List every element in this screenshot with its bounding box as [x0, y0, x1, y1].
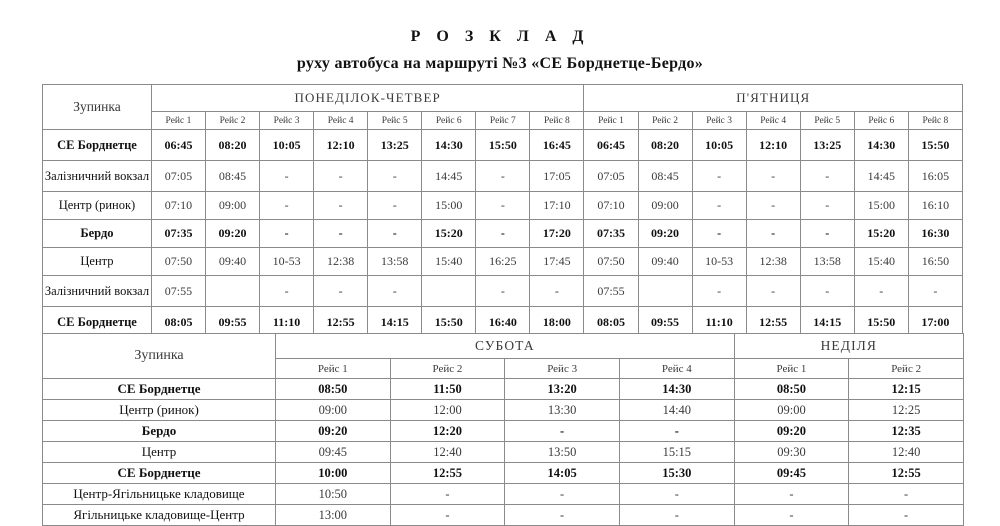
weekend-time-cell: 12:55 [390, 463, 505, 484]
weekday-time-cell: 06:45 [584, 130, 638, 161]
weekend-stop-name: СЕ Борднетце [43, 463, 276, 484]
weekday-time-cell: - [692, 276, 746, 307]
table-row [43, 161, 963, 192]
weekend-time-cell: 12:15 [849, 379, 964, 400]
weekday-time-cell: - [800, 161, 854, 192]
weekday-time-cell: - [746, 276, 800, 307]
weekend-time-cell: 12:25 [849, 400, 964, 421]
weekday-time-cell: 15:00 [422, 192, 476, 220]
weekday-time-cell: 07:05 [151, 161, 205, 192]
weekday-time-cell: 12:55 [314, 307, 368, 338]
weekday-time-cell: - [476, 276, 530, 307]
weekday-time-cell: 07:50 [584, 248, 638, 276]
weekday-stop-name: Бердо [43, 220, 152, 248]
weekend-trip-header-2: Рейс 3 [505, 359, 620, 379]
weekday-time-cell: 14:30 [854, 130, 908, 161]
weekday-time-cell: 17:00 [908, 307, 962, 338]
weekday-time-cell: 07:35 [584, 220, 638, 248]
table-row [43, 192, 963, 220]
table-row [43, 484, 964, 505]
weekday-time-cell: 07:10 [584, 192, 638, 220]
weekday-time-cell: 16:40 [476, 307, 530, 338]
weekday-time-cell: - [800, 276, 854, 307]
weekday-stop-name: Центр [43, 248, 152, 276]
weekday-time-cell: 16:05 [908, 161, 962, 192]
weekday-trip-header-10: Рейс 3 [692, 112, 746, 130]
title-subtitle: руху автобуса на маршруті №3 «СЕ Борднетце-Бердо» [296, 55, 704, 72]
weekday-time-cell: - [368, 192, 422, 220]
weekday-time-cell: 09:40 [638, 248, 692, 276]
weekday-time-cell: 08:20 [638, 130, 692, 161]
weekday-time-cell: 08:05 [584, 307, 638, 338]
weekday-trip-header-11: Рейс 4 [746, 112, 800, 130]
weekend-stop-header: Зупинка [43, 334, 276, 379]
weekday-time-cell: - [746, 220, 800, 248]
weekend-time-cell: - [505, 484, 620, 505]
weekend-time-cell: 13:30 [505, 400, 620, 421]
weekday-time-cell [205, 276, 259, 307]
weekend-stop-name: Центр (ринок) [43, 400, 276, 421]
weekend-time-cell: - [849, 484, 964, 505]
weekday-time-cell: 13:25 [368, 130, 422, 161]
weekday-trip-header-8: Рейс 1 [584, 112, 638, 130]
weekend-time-cell: 09:20 [276, 421, 391, 442]
weekend-schedule-table-wrapper [42, 333, 963, 526]
weekday-trip-header-1: Рейс 2 [205, 112, 259, 130]
weekday-time-cell: - [800, 192, 854, 220]
weekend-daygroup-1: НЕДІЛЯ [734, 334, 963, 359]
weekday-time-cell: 12:10 [314, 130, 368, 161]
weekend-time-cell: 12:20 [390, 421, 505, 442]
weekday-time-cell: 14:15 [800, 307, 854, 338]
weekday-time-cell: 16:50 [908, 248, 962, 276]
weekend-time-cell: 09:45 [276, 442, 391, 463]
weekday-time-cell: 12:38 [746, 248, 800, 276]
weekday-time-cell: 08:45 [205, 161, 259, 192]
weekday-trip-header-14: Рейс 8 [908, 112, 962, 130]
weekday-time-cell: 15:50 [476, 130, 530, 161]
weekday-trip-header-9: Рейс 2 [638, 112, 692, 130]
weekend-time-cell: 14:05 [505, 463, 620, 484]
weekday-time-cell: - [260, 192, 314, 220]
weekend-time-cell: - [619, 484, 734, 505]
weekday-time-cell: 12:10 [746, 130, 800, 161]
weekday-time-cell: 10-53 [692, 248, 746, 276]
weekday-time-cell: - [800, 220, 854, 248]
weekday-daygroup-row [43, 85, 963, 112]
weekend-trip-header-4: Рейс 1 [734, 359, 849, 379]
weekday-daygroup-0: ПОНЕДІЛОК-ЧЕТВЕР [151, 85, 584, 112]
weekday-time-cell: 15:50 [854, 307, 908, 338]
weekday-time-cell: - [746, 192, 800, 220]
weekday-time-cell: - [260, 161, 314, 192]
weekday-time-cell: - [368, 276, 422, 307]
weekday-schedule-table [42, 84, 963, 338]
weekday-trip-header-6: Рейс 7 [476, 112, 530, 130]
weekday-stop-name: Центр (ринок) [43, 192, 152, 220]
weekday-time-cell: 07:05 [584, 161, 638, 192]
weekday-time-cell: 12:55 [746, 307, 800, 338]
weekday-time-cell: 09:00 [205, 192, 259, 220]
weekday-time-cell: 13:58 [368, 248, 422, 276]
weekend-time-cell: 14:40 [619, 400, 734, 421]
weekday-stop-name: СЕ Борднетце [43, 307, 152, 338]
weekday-time-cell: - [260, 276, 314, 307]
weekday-time-cell: - [314, 276, 368, 307]
weekend-time-cell: - [619, 505, 734, 526]
weekend-stop-name: Бердо [43, 421, 276, 442]
weekday-trip-header-2: Рейс 3 [260, 112, 314, 130]
weekday-time-cell: 13:58 [800, 248, 854, 276]
weekday-time-cell: - [692, 192, 746, 220]
weekday-trip-header-13: Рейс 6 [854, 112, 908, 130]
weekday-time-cell: - [692, 220, 746, 248]
weekday-time-cell: - [746, 161, 800, 192]
weekend-time-cell: 12:55 [849, 463, 964, 484]
weekday-time-cell: 17:20 [530, 220, 584, 248]
weekend-trip-header-0: Рейс 1 [276, 359, 391, 379]
weekend-time-cell: - [619, 421, 734, 442]
table-row [43, 463, 964, 484]
weekday-time-cell: 09:40 [205, 248, 259, 276]
weekday-time-cell: 07:55 [584, 276, 638, 307]
weekday-time-cell: 12:38 [314, 248, 368, 276]
weekend-stop-name: Центр [43, 442, 276, 463]
weekday-time-cell: 15:00 [854, 192, 908, 220]
weekday-time-cell: 11:10 [260, 307, 314, 338]
weekday-trip-header-5: Рейс 6 [422, 112, 476, 130]
weekday-time-cell: 06:45 [151, 130, 205, 161]
table-row [43, 276, 963, 307]
weekday-time-cell: 17:10 [530, 192, 584, 220]
weekend-time-cell: - [734, 505, 849, 526]
weekday-time-cell: 16:25 [476, 248, 530, 276]
weekend-time-cell: 09:00 [734, 400, 849, 421]
weekend-trip-header-1: Рейс 2 [390, 359, 505, 379]
weekend-schedule-table [42, 333, 964, 526]
weekday-time-cell: - [476, 192, 530, 220]
weekend-table-head [43, 334, 964, 379]
weekday-time-cell: 18:00 [530, 307, 584, 338]
weekday-time-cell: 07:55 [151, 276, 205, 307]
weekend-time-cell: 10:50 [276, 484, 391, 505]
table-row [43, 130, 963, 161]
weekday-time-cell: - [476, 161, 530, 192]
weekday-stop-name: Залізничний вокзал [43, 276, 152, 307]
weekday-time-cell: - [692, 161, 746, 192]
weekend-time-cell: - [505, 505, 620, 526]
title-main: Р О З К Л А Д [410, 28, 590, 45]
table-row [43, 442, 964, 463]
weekend-time-cell: 12:40 [390, 442, 505, 463]
weekday-time-cell: 07:35 [151, 220, 205, 248]
weekday-time-cell: 15:50 [908, 130, 962, 161]
weekday-time-cell: 08:20 [205, 130, 259, 161]
weekday-time-cell: 08:05 [151, 307, 205, 338]
weekday-trip-header-3: Рейс 4 [314, 112, 368, 130]
weekday-stop-header: Зупинка [43, 85, 152, 130]
weekend-table-body [43, 379, 964, 526]
weekday-time-cell: - [854, 276, 908, 307]
weekday-time-cell: 09:20 [638, 220, 692, 248]
weekday-time-cell: 14:30 [422, 130, 476, 161]
weekend-daygroup-0: СУБОТА [276, 334, 735, 359]
weekday-trip-header-7: Рейс 8 [530, 112, 584, 130]
weekday-time-cell: 08:45 [638, 161, 692, 192]
weekend-time-cell: 08:50 [734, 379, 849, 400]
weekend-trip-header-5: Рейс 2 [849, 359, 964, 379]
weekday-time-cell: 15:50 [422, 307, 476, 338]
weekday-time-cell: - [476, 220, 530, 248]
weekday-time-cell: 07:10 [151, 192, 205, 220]
weekday-time-cell: - [314, 192, 368, 220]
weekday-time-cell: 16:45 [530, 130, 584, 161]
weekend-time-cell: 13:20 [505, 379, 620, 400]
weekday-time-cell: 09:55 [638, 307, 692, 338]
weekend-stop-name: Ягільницьке кладовище-Центр [43, 505, 276, 526]
weekday-time-cell: - [368, 220, 422, 248]
table-row [43, 220, 963, 248]
weekend-time-cell: - [849, 505, 964, 526]
weekday-time-cell: 17:05 [530, 161, 584, 192]
weekend-time-cell: 09:20 [734, 421, 849, 442]
weekday-time-cell: - [368, 161, 422, 192]
weekday-daygroup-1: П'ЯТНИЦЯ [584, 85, 963, 112]
weekday-time-cell: 11:10 [692, 307, 746, 338]
weekend-time-cell: 12:35 [849, 421, 964, 442]
weekend-time-cell: 15:15 [619, 442, 734, 463]
weekday-trip-header-4: Рейс 5 [368, 112, 422, 130]
weekday-schedule-table-wrapper [42, 84, 963, 338]
weekday-time-cell: 14:15 [368, 307, 422, 338]
weekday-time-cell: 10:05 [692, 130, 746, 161]
weekday-time-cell [422, 276, 476, 307]
table-row [43, 379, 964, 400]
weekday-time-cell: 16:10 [908, 192, 962, 220]
weekday-time-cell: - [314, 220, 368, 248]
weekend-stop-name: СЕ Борднетце [43, 379, 276, 400]
weekend-stop-name: Центр-Ягільницьке кладовище [43, 484, 276, 505]
weekday-trip-header-12: Рейс 5 [800, 112, 854, 130]
weekday-time-cell: 09:20 [205, 220, 259, 248]
weekday-trip-row [43, 112, 963, 130]
weekday-time-cell: - [908, 276, 962, 307]
weekday-time-cell: 14:45 [422, 161, 476, 192]
table-row [43, 400, 964, 421]
weekend-time-cell: 13:00 [276, 505, 391, 526]
weekend-time-cell: 12:40 [849, 442, 964, 463]
weekday-time-cell: 10:05 [260, 130, 314, 161]
weekend-time-cell: 11:50 [390, 379, 505, 400]
weekday-time-cell: 14:45 [854, 161, 908, 192]
weekday-time-cell: 09:00 [638, 192, 692, 220]
weekday-time-cell: 16:30 [908, 220, 962, 248]
weekday-table-head [43, 85, 963, 130]
weekend-time-cell: - [734, 484, 849, 505]
weekday-time-cell: 15:40 [422, 248, 476, 276]
weekday-trip-header-0: Рейс 1 [151, 112, 205, 130]
weekday-table-body [43, 130, 963, 338]
weekday-time-cell: 15:40 [854, 248, 908, 276]
weekend-time-cell: 08:50 [276, 379, 391, 400]
weekday-time-cell: 07:50 [151, 248, 205, 276]
weekend-time-cell: 12:00 [390, 400, 505, 421]
weekend-time-cell: 09:30 [734, 442, 849, 463]
weekday-stop-name: Залізничний вокзал [43, 161, 152, 192]
weekend-time-cell: 09:00 [276, 400, 391, 421]
weekday-time-cell: 17:45 [530, 248, 584, 276]
weekday-time-cell: 15:20 [854, 220, 908, 248]
weekday-time-cell: 09:55 [205, 307, 259, 338]
weekend-time-cell: 13:50 [505, 442, 620, 463]
table-row [43, 248, 963, 276]
weekday-time-cell: 13:25 [800, 130, 854, 161]
weekday-time-cell: - [260, 220, 314, 248]
weekend-time-cell: - [390, 484, 505, 505]
weekend-time-cell: 10:00 [276, 463, 391, 484]
weekend-time-cell: - [505, 421, 620, 442]
weekday-stop-name: СЕ Борднетце [43, 130, 152, 161]
weekday-time-cell: 15:20 [422, 220, 476, 248]
weekday-time-cell: - [530, 276, 584, 307]
weekend-time-cell: 14:30 [619, 379, 734, 400]
table-row [43, 421, 964, 442]
weekend-daygroup-row [43, 334, 964, 359]
table-row [43, 505, 964, 526]
weekend-trip-header-3: Рейс 4 [619, 359, 734, 379]
page-title [0, 0, 1000, 73]
weekday-time-cell: - [314, 161, 368, 192]
weekend-time-cell: 15:30 [619, 463, 734, 484]
weekend-time-cell: 09:45 [734, 463, 849, 484]
weekday-time-cell: 10-53 [260, 248, 314, 276]
weekend-time-cell: - [390, 505, 505, 526]
weekday-time-cell [638, 276, 692, 307]
